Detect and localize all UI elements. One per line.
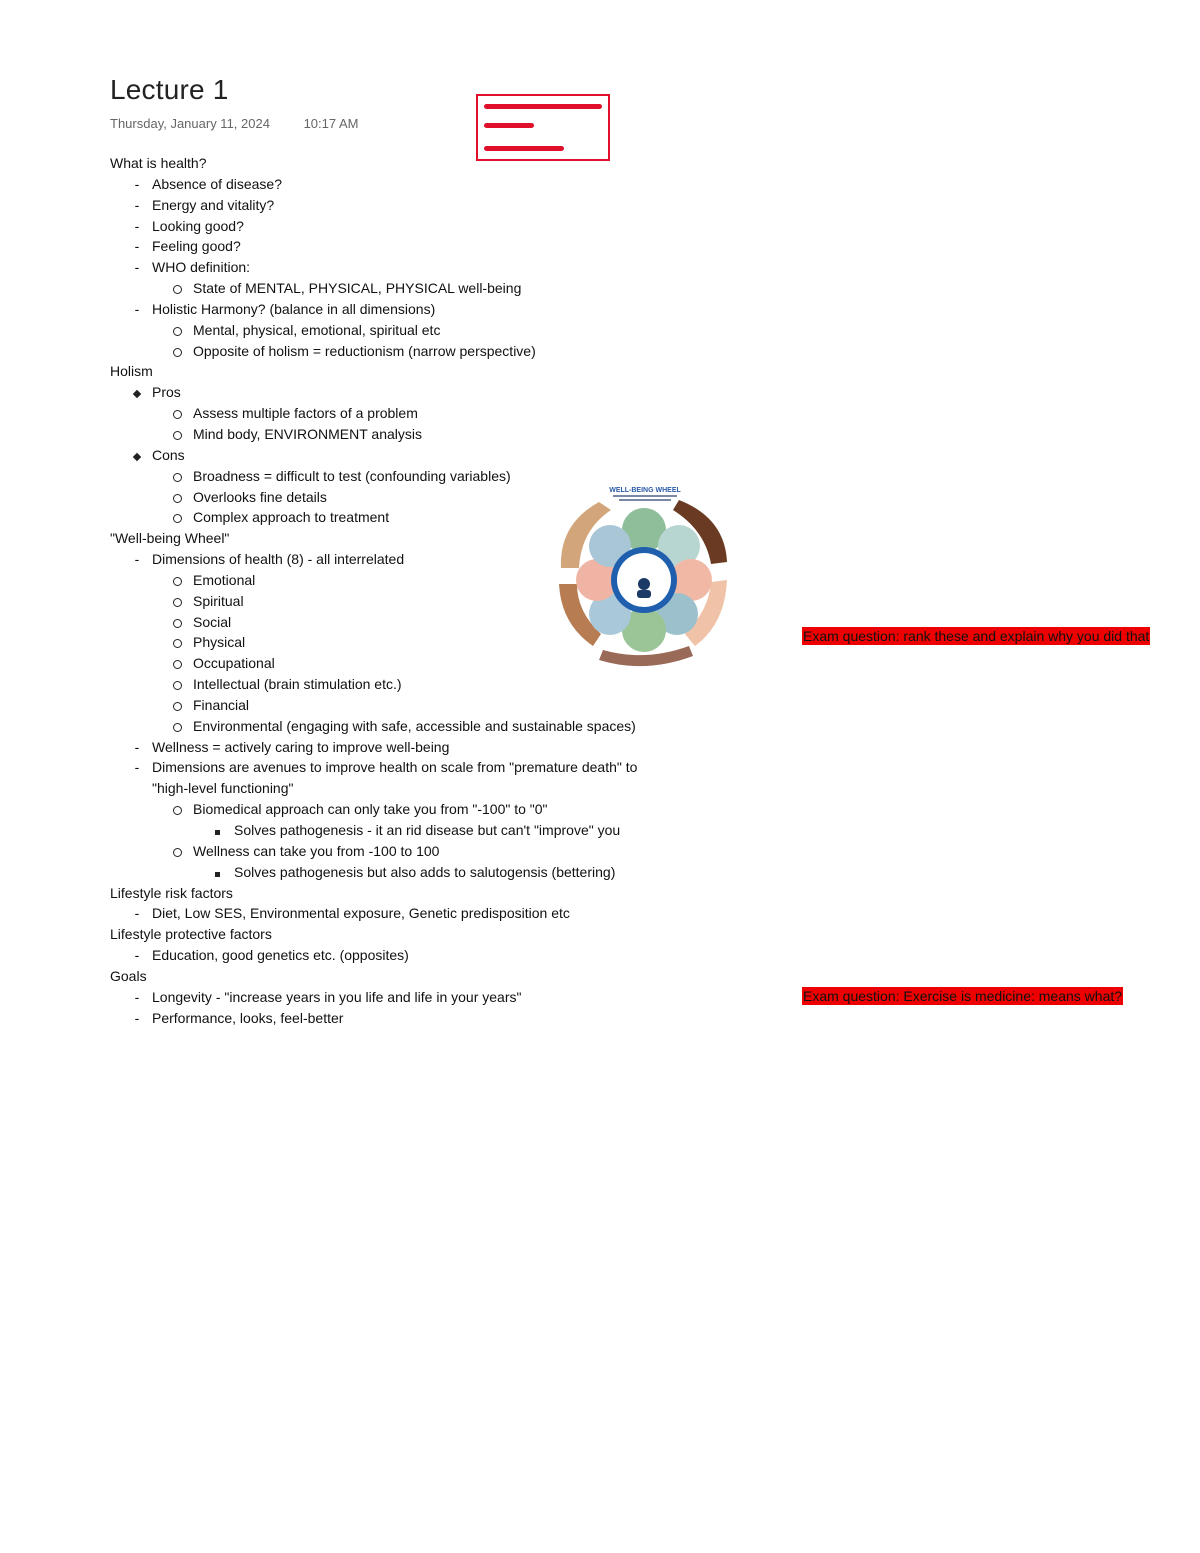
- well-being-wheel-image: [555, 484, 733, 672]
- note-text: Biomedical approach can only take you from "-100" to "0": [193, 801, 548, 818]
- dash-bullet: -: [134, 988, 140, 1005]
- note-text: Environmental (engaging with safe, accessible and sustainable spaces): [193, 717, 636, 734]
- note-line: [110, 341, 750, 362]
- note-text: Financial: [193, 696, 250, 713]
- note-text: Broadness = difficult to test (confounding variables): [193, 467, 511, 484]
- note-text: Holism: [110, 363, 153, 380]
- note-line: [110, 987, 750, 1008]
- note-text: Assess multiple factors of a problem: [193, 405, 418, 422]
- note-line: [110, 799, 750, 820]
- note-line: [110, 153, 750, 174]
- dash-bullet: -: [134, 300, 140, 317]
- note-text: Mind body, ENVIRONMENT analysis: [193, 425, 422, 442]
- circle-bullet-icon: [170, 695, 184, 717]
- note-text: Diet, Low SES, Environmental exposure, Genetic predisposition etc: [152, 905, 570, 922]
- dash-bullet: -: [134, 551, 140, 568]
- ink-stroke: [484, 146, 564, 151]
- note-line: [110, 445, 750, 466]
- circle-bullet-icon: [170, 403, 184, 425]
- circle-bullet-icon: [170, 653, 184, 675]
- note-line: [110, 382, 750, 403]
- note-line: [110, 778, 750, 799]
- note-text: State of MENTAL, PHYSICAL, PHYSICAL well-being: [193, 280, 522, 297]
- circle-bullet-icon: [170, 632, 184, 654]
- circle-bullet-icon: [170, 612, 184, 634]
- note-line: [110, 257, 750, 278]
- note-text: WHO definition:: [152, 259, 251, 276]
- note-text: Holistic Harmony? (balance in all dimensions): [152, 300, 436, 317]
- circle-bullet-icon: [170, 487, 184, 509]
- circle-bullet-icon: [170, 424, 184, 446]
- circle-bullet-icon: [170, 674, 184, 696]
- note-text: Education, good genetics etc. (opposites): [152, 947, 409, 964]
- note-line: [110, 195, 750, 216]
- note-line: [110, 737, 750, 758]
- note-text: What is health?: [110, 155, 207, 171]
- note-text: Energy and vitality?: [152, 196, 275, 213]
- circle-bullet-icon: [170, 841, 184, 863]
- note-text: "high-level functioning": [152, 780, 294, 797]
- note-line: [110, 424, 750, 445]
- note-line: [110, 299, 750, 320]
- note-line: [110, 236, 750, 257]
- diamond-bullet-icon: [130, 445, 144, 466]
- note-text: Wellness can take you from -100 to 100: [193, 842, 440, 859]
- circle-bullet-icon: [170, 341, 184, 363]
- square-bullet-icon: [210, 862, 224, 883]
- note-line: [110, 716, 750, 737]
- note-text: Cons: [152, 446, 185, 463]
- note-line: [110, 403, 750, 424]
- note-text: Mental, physical, emotional, spiritual etc: [193, 321, 441, 338]
- dash-bullet: -: [134, 738, 140, 755]
- note-text: Lifestyle risk factors: [110, 884, 233, 901]
- circle-bullet-icon: [170, 320, 184, 342]
- note-line: [110, 820, 750, 841]
- dash-bullet: -: [134, 947, 140, 964]
- note-text: Complex approach to treatment: [193, 509, 390, 526]
- circle-bullet-icon: [170, 466, 184, 488]
- note-line: [110, 216, 750, 237]
- note-line: [110, 841, 750, 862]
- ink-stroke: [484, 123, 534, 128]
- note-text: Feeling good?: [152, 238, 241, 255]
- dash-bullet: -: [134, 196, 140, 213]
- note-text: Wellness = actively caring to improve well-being: [152, 738, 450, 755]
- diamond-bullet-icon: [130, 382, 144, 403]
- page-title: Lecture 1: [110, 74, 229, 105]
- dash-bullet: -: [134, 238, 140, 255]
- note-text: Spiritual: [193, 592, 244, 609]
- dash-bullet: -: [134, 259, 140, 276]
- dash-bullet: -: [134, 175, 140, 192]
- circle-bullet-icon: [170, 507, 184, 529]
- circle-bullet-icon: [170, 278, 184, 300]
- note-text: Intellectual (brain stimulation etc.): [193, 676, 402, 693]
- page-date: Thursday, January 11, 2024: [110, 116, 270, 131]
- dash-bullet: -: [134, 1009, 140, 1026]
- note-text: Social: [193, 613, 232, 630]
- note-line: [110, 1008, 750, 1029]
- note-text: Performance, looks, feel-better: [152, 1009, 344, 1026]
- wheel-heading: WELL-BEING WHEEL: [609, 487, 681, 494]
- note-line: [110, 945, 750, 966]
- ink-stroke: [484, 104, 602, 109]
- exam-question-callout: Exam question: rank these and explain why you did that: [803, 628, 1150, 644]
- handwritten-ink-annotation[interactable]: [476, 94, 610, 161]
- note-text: Goals: [110, 967, 147, 984]
- note-line: [110, 361, 750, 382]
- note-text: Looking good?: [152, 217, 244, 234]
- note-line: [110, 757, 750, 778]
- exam-question-callout: Exam question: Exercise is medicine: means what?: [803, 988, 1123, 1004]
- note-text: Solves pathogenesis but also adds to salutogensis (bettering): [234, 863, 616, 880]
- note-text: Pros: [152, 384, 181, 401]
- note-text: "Well-being Wheel": [110, 530, 230, 547]
- note-line: [110, 924, 750, 945]
- note-text: Overlooks fine details: [193, 488, 327, 505]
- note-text: Dimensions are avenues to improve health on scale from "premature death" to: [152, 759, 638, 776]
- note-line: [110, 320, 750, 341]
- dash-bullet: -: [134, 217, 140, 234]
- note-text: Occupational: [193, 655, 275, 672]
- dash-bullet: -: [134, 759, 140, 776]
- square-bullet-icon: [210, 820, 224, 841]
- note-line: [110, 174, 750, 195]
- circle-bullet-icon: [170, 716, 184, 738]
- page-time: 10:17 AM: [303, 116, 359, 131]
- note-line: [110, 695, 750, 716]
- page-timestamp: [110, 116, 359, 131]
- dash-bullet: -: [134, 905, 140, 922]
- note-text: Absence of disease?: [152, 175, 282, 192]
- note-line: [110, 883, 750, 904]
- circle-bullet-icon: [170, 799, 184, 821]
- note-line: [110, 862, 750, 883]
- note-text: Longevity - "increase years in you life and life in your years": [152, 988, 522, 1005]
- note-line: [110, 278, 750, 299]
- note-line: [110, 966, 750, 987]
- note-line: [110, 903, 750, 924]
- note-line: [110, 674, 750, 695]
- note-text: Lifestyle protective factors: [110, 926, 272, 943]
- note-text: Solves pathogenesis - it an rid disease but can't "improve" you: [234, 822, 621, 838]
- note-text: Physical: [193, 634, 246, 651]
- note-text: Emotional: [193, 571, 256, 588]
- circle-bullet-icon: [170, 570, 184, 592]
- circle-bullet-icon: [170, 591, 184, 613]
- note-text: Dimensions of health (8) - all interrelated: [152, 551, 405, 568]
- note-text: Opposite of holism = reductionism (narrow perspective): [193, 342, 536, 359]
